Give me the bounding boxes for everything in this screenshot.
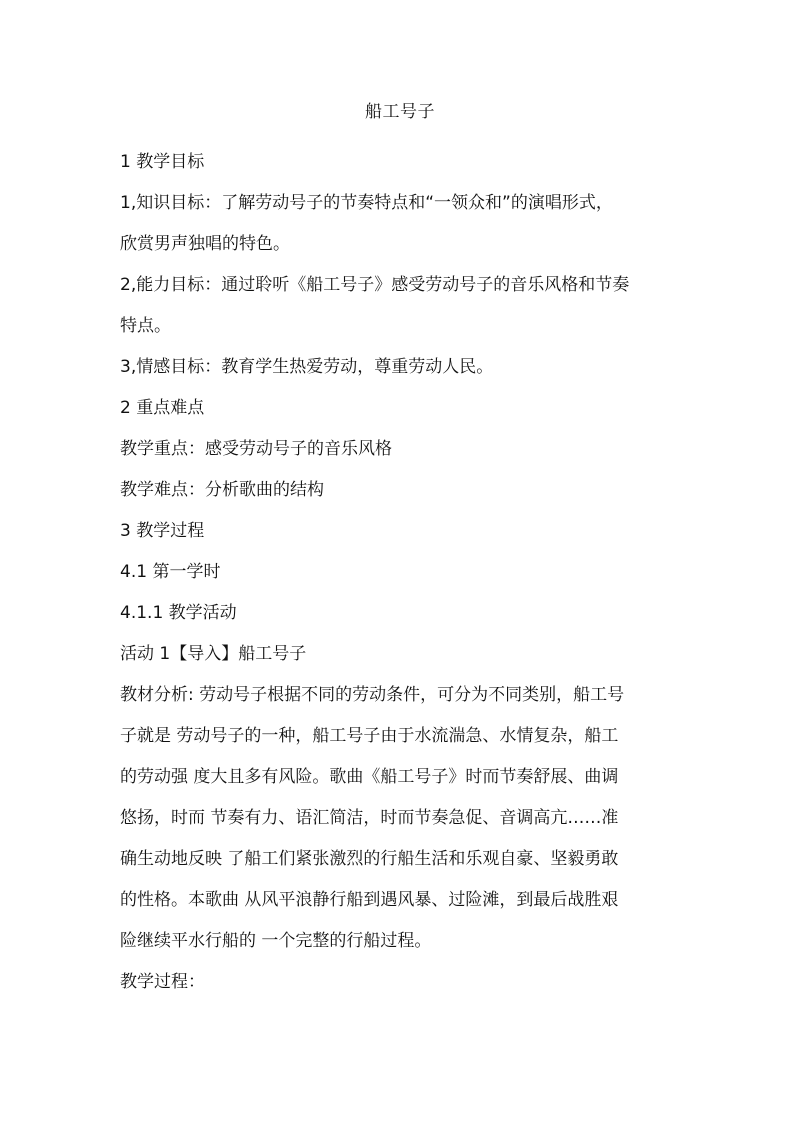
goal-ability-line-2: 特点。 — [120, 316, 171, 336]
goal-ability-line-1: 2,能力目标：通过聆听《船工号子》感受劳动号子的音乐风格和节奏 — [120, 275, 630, 295]
teaching-difficult-point: 教学难点：分析歌曲的结构 — [120, 480, 324, 500]
section-heading-process: 3 教学过程 — [120, 521, 205, 541]
subsection-teaching-activity: 4.1.1 教学活动 — [120, 603, 237, 623]
section-heading-objectives: 1 教学目标 — [120, 152, 205, 172]
analysis-line-3: 的劳动强 度大且多有风险。歌曲《船工号子》时而节奏舒展、曲调 — [120, 767, 619, 787]
analysis-line-5: 确生动地反映 了船工们紧张激烈的行船生活和乐观自豪、坚毅勇敢 — [120, 849, 619, 869]
goal-emotion: 3,情感目标：教育学生热爱劳动，尊重劳动人民。 — [120, 357, 494, 377]
goal-knowledge-line-2: 欣赏男声独唱的特色。 — [120, 234, 290, 254]
analysis-line-2: 子就是 劳动号子的一种，船工号子由于水流湍急、水情复杂，船工 — [120, 726, 619, 746]
teaching-key-point: 教学重点：感受劳动号子的音乐风格 — [120, 439, 392, 459]
page-title: 船工号子 — [365, 102, 435, 122]
subsection-first-lesson: 4.1 第一学时 — [120, 562, 221, 582]
teaching-process-heading: 教学过程： — [120, 972, 205, 992]
goal-knowledge-line-1: 1,知识目标：了解劳动号子的节奏特点和“一领众和”的演唱形式， — [120, 193, 613, 213]
analysis-line-4: 悠扬，时而 节奏有力、语汇简洁，时而节奏急促、音调高亢……准 — [120, 808, 619, 828]
analysis-line-1: 教材分析: 劳动号子根据不同的劳动条件，可分为不同类别，船工号 — [120, 685, 625, 705]
section-heading-key-points: 2 重点难点 — [120, 398, 205, 418]
analysis-line-6: 的性格。本歌曲 从风平浪静行船到遇风暴、过险滩，到最后战胜艰 — [120, 890, 619, 910]
activity-1-heading: 活动 1【导入】船工号子 — [120, 644, 307, 664]
analysis-line-7: 险继续平水行船的 一个完整的行船过程。 — [120, 931, 432, 951]
title-spacer — [120, 128, 680, 142]
document-body — [120, 100, 680, 1003]
